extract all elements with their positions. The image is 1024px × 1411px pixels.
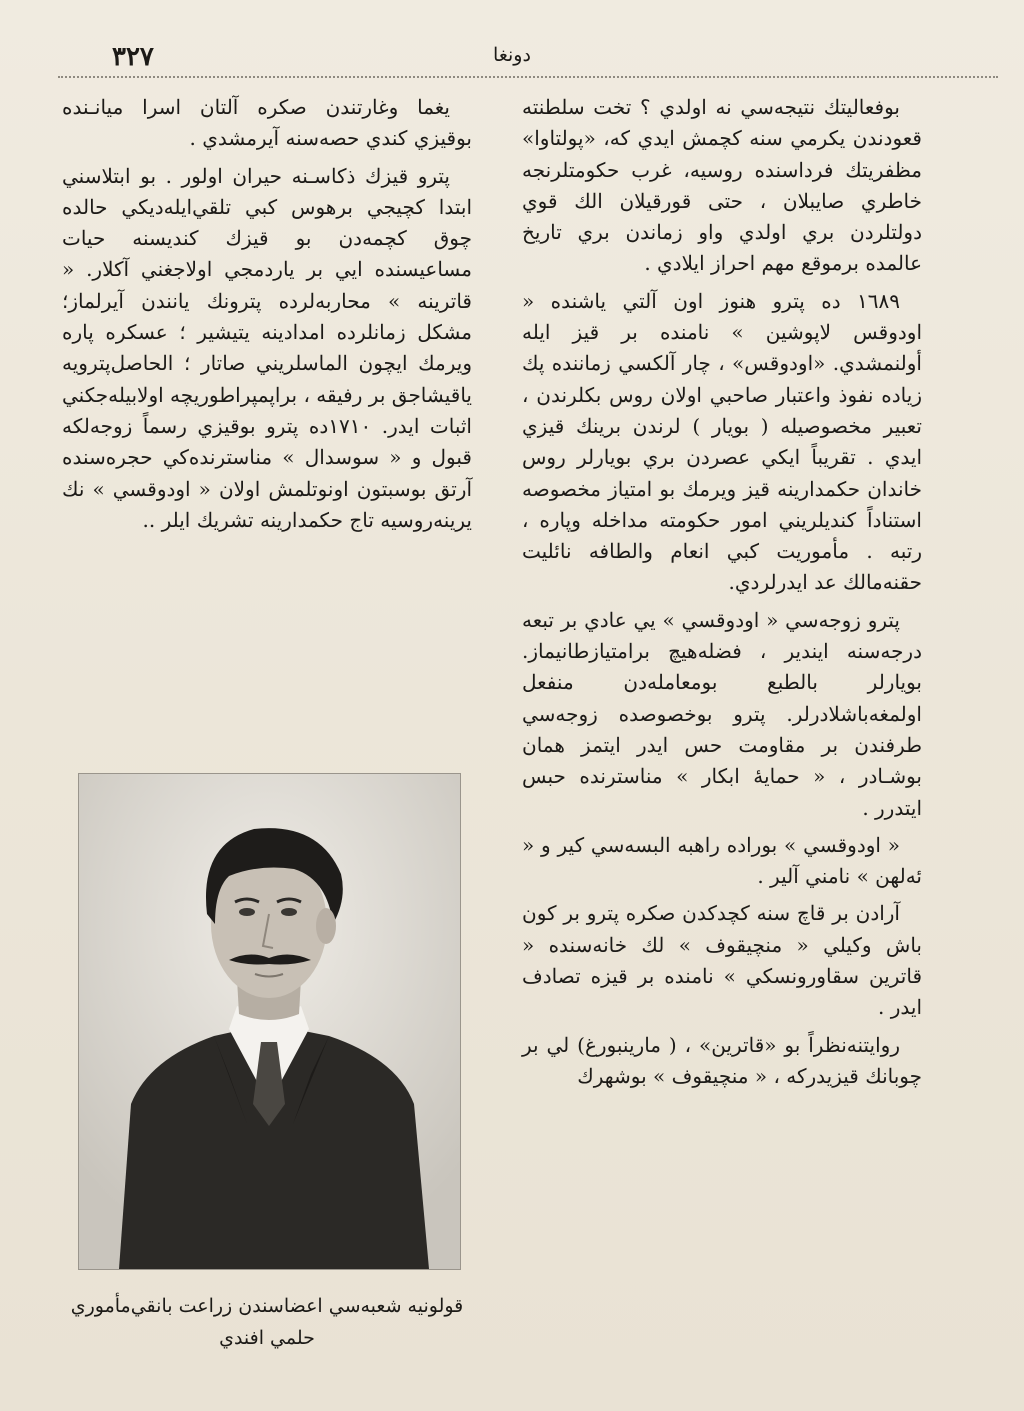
caption-line: حلمي افندي	[219, 1327, 315, 1349]
paragraph: بوفعاليتك نتيجه‌سي نه اولدي ؟ تخت سلطنته قعودندن يكرمي سنه كچمش ايدي كه، «پولتاوا» مظفريتك فرداسنده روسيه، غرب حكومتلرنجه خاطري صايبلان ، حتى قورقيلان الك قوي دولتلردن بري اولدي واو زماندن بري تاريخ عالمده برموقع مهم احراز ايلادي .	[522, 95, 922, 276]
running-title: دونغا	[493, 44, 531, 66]
paragraph: روايتنه‌نظراً بو «قاترين» ، ( مارينبورغ) لي بر چوبانك قيزيدركه ، « منچيقوف » بوشهرك	[522, 1032, 922, 1088]
right-text-column	[522, 92, 922, 1098]
paragraph: پترو قيزك ذكاسـنه حيران اولور . بو ابتلاسني ابتدا كچيجي برهوس كبي تلقي‌ايله‌ديكي حالده چوق كچمه‌دن بو قيزك كنديسنه حيات مساعيسنده ايي بر ياردمجي اولاجغني آكلار. « قاترينه » محاربه‌لرده پترونك يانندن آيرلماز؛ مشكل زمانلرده امدادينه يتيشير ؛ عسكره پاره ويرمك ايچون الماسلريني صاتار ؛ الحاصل‌پترويه ياقيشاجق بر رفيقه ، براپمپراطوريچه اولابيله‌جكني اثبات ايدر. ١٧١٠ده پترو بوقيزي رسماً زوجه‌لكه قبول و « سوسدال » مناسترنده‌كي حجره‌سنده آرتق بوسبتون اونوتلمش اولان « اودوقسي » نك يرينه‌روسيه تاج حكمدارينه تشريك ايلر ..	[62, 163, 472, 532]
caption-line: قولونيه شعبه‌سي اعضاسندن زراعت بانقي‌مأموري	[70, 1295, 464, 1317]
paragraph: « اودوقسي » بوراده راهبه البسه‌سي كير و « ئه‌لهن » نامني آلير .	[522, 832, 922, 889]
left-text-column	[62, 92, 472, 542]
paragraph: ١٦٨٩ ده پترو هنوز اون آلتي ياشنده « اودوقس لاپوشين » نامنده بر قيز ايله أولنمشدي. «اودوقس» ، چار آلكسي زماننده پك زياده نفوذ واعتبار صاحبي اولان روس بكلرندن ، تعبير مخصوصيله ( بويار ) لرندن برينك قيزي ايدي . تقريباً ايكي عصردن بري بويارلر روس خاندان حكمدارينه قيز ويرمك بو امتياز مخصوصه استناداً كنديلريني امور حكومته مداخله وپاره ، رتبه . مأموريت كبي انعام والطافه نائليت حقنه‌مالك عد ايدرلردي.	[522, 288, 922, 595]
portrait-photo	[78, 773, 461, 1270]
paragraph: يغما وغارتندن صكره آلتان اسرا ميانـنده بوقيزي كندي حصه‌سنه آيرمشدي .	[62, 95, 472, 151]
portrait-illustration	[79, 774, 460, 1269]
paragraph: پترو زوجه‌سي « اودوقسي » يي عادي بر تبعه درجه‌سنه ايندير ، فضله‌هيچ برامتيازطانيماز. بويارلر بالطبع بومعامله‌دن منفعل اولمغه‌باشلادرلر. پترو بوخصوصده زوجه‌سي طرفندن بر مقاومت حس ايدر ايتمز همان بوشـادر ، « حمايهٔ ابكار » مناسترنده حبس ايتدرر .	[522, 607, 922, 820]
page-number: ٣٢٧	[112, 42, 154, 72]
photo-caption	[62, 1290, 472, 1354]
paragraph: آرادن بر قاچ سنه كچدكدن صكره پترو بر كون باش وكيلي « منچيقوف » لك خانه‌سنده « قاترين سقاورونسكي » نامنده بر قيزه تصادف ايدر .	[522, 901, 922, 1020]
header-divider	[58, 76, 998, 78]
